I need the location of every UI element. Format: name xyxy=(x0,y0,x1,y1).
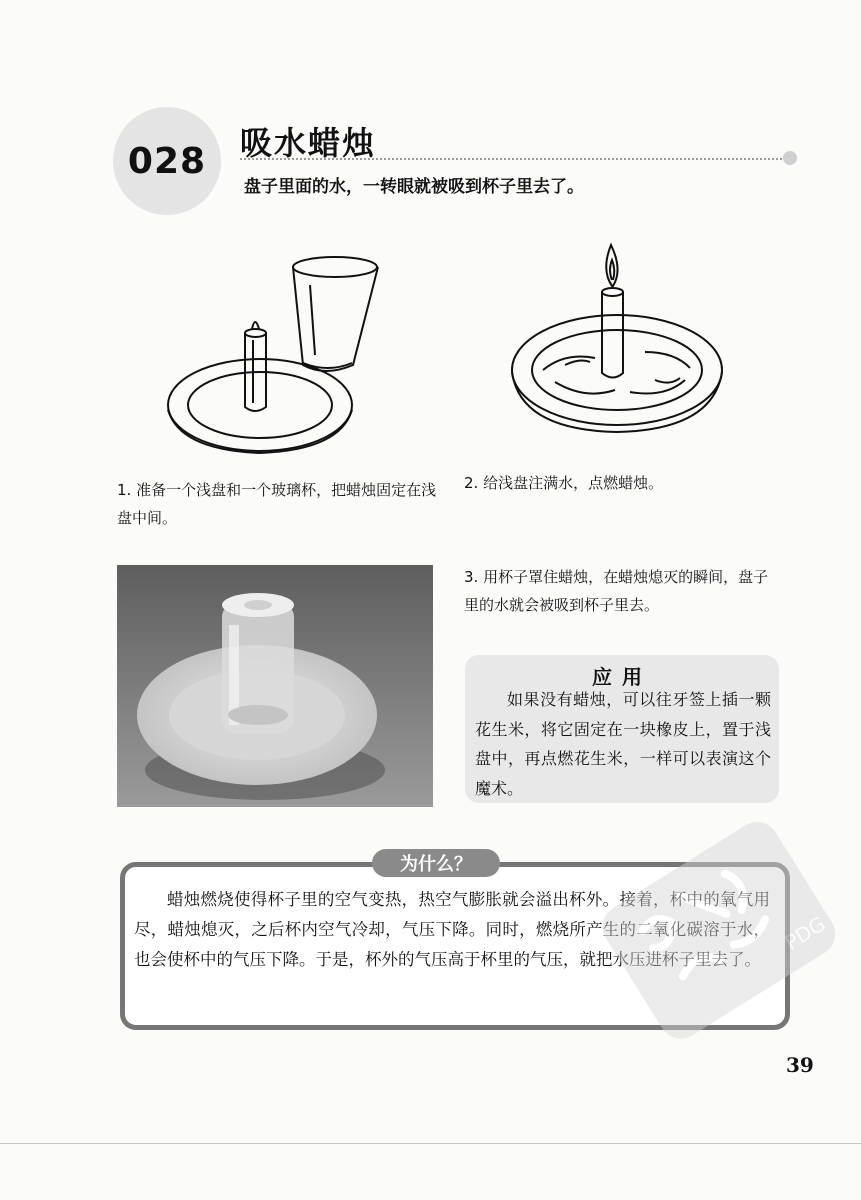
step-2-caption: 2. 给浅盘注满水，点燃蜡烛。 xyxy=(464,474,664,492)
why-label-text: 为什么？ xyxy=(400,854,472,875)
application-title: 应用 xyxy=(592,665,652,689)
step-3-caption: 3. 用杯子罩住蜡烛，在蜡烛熄灭的瞬间，盘子里的水就会被吸到杯子里去。 xyxy=(464,568,769,614)
why-text: 蜡烛燃烧使得杯子里的空气变热，热空气膨胀就会溢出杯外。接着，杯中的氧气用尽，蜡烛熄灭，之后杯内空气冷却，气压下降。同时，燃烧所产生的二氧化碳溶于水，也会使杯中的气压下降。于是，杯外的气压高于杯里的气压，就把水压进杯子里去了。 xyxy=(134,890,770,969)
watermark-stamp xyxy=(585,800,855,1065)
watermark-text: PDG xyxy=(780,911,830,955)
step-1-caption: 1. 准备一个浅盘和一个玻璃杯，把蜡烛固定在浅盘中间。 xyxy=(117,481,437,527)
divider-end-dot xyxy=(783,151,797,165)
page-title: 吸水蜡烛 xyxy=(240,124,377,162)
bottom-rule xyxy=(0,1143,861,1144)
page-number: 39 xyxy=(786,1053,814,1077)
illustration-lit-candle-in-water xyxy=(505,240,730,440)
why-label-badge xyxy=(370,847,502,879)
application-text: 如果没有蜡烛，可以往牙签上插一颗花生米，将它固定在一块橡皮上，置于浅盘中，再点燃花生米，一样可以表演这个魔术。 xyxy=(475,690,771,798)
lesson-number: 028 xyxy=(127,140,207,182)
illustration-plate-candle-glass xyxy=(160,245,400,460)
photo-glass-over-candle xyxy=(117,565,433,807)
application-box xyxy=(465,655,779,803)
lesson-number-badge xyxy=(113,107,221,215)
title-divider xyxy=(240,158,790,160)
page-subtitle: 盘子里面的水，一转眼就被吸到杯子里去了。 xyxy=(244,177,584,197)
